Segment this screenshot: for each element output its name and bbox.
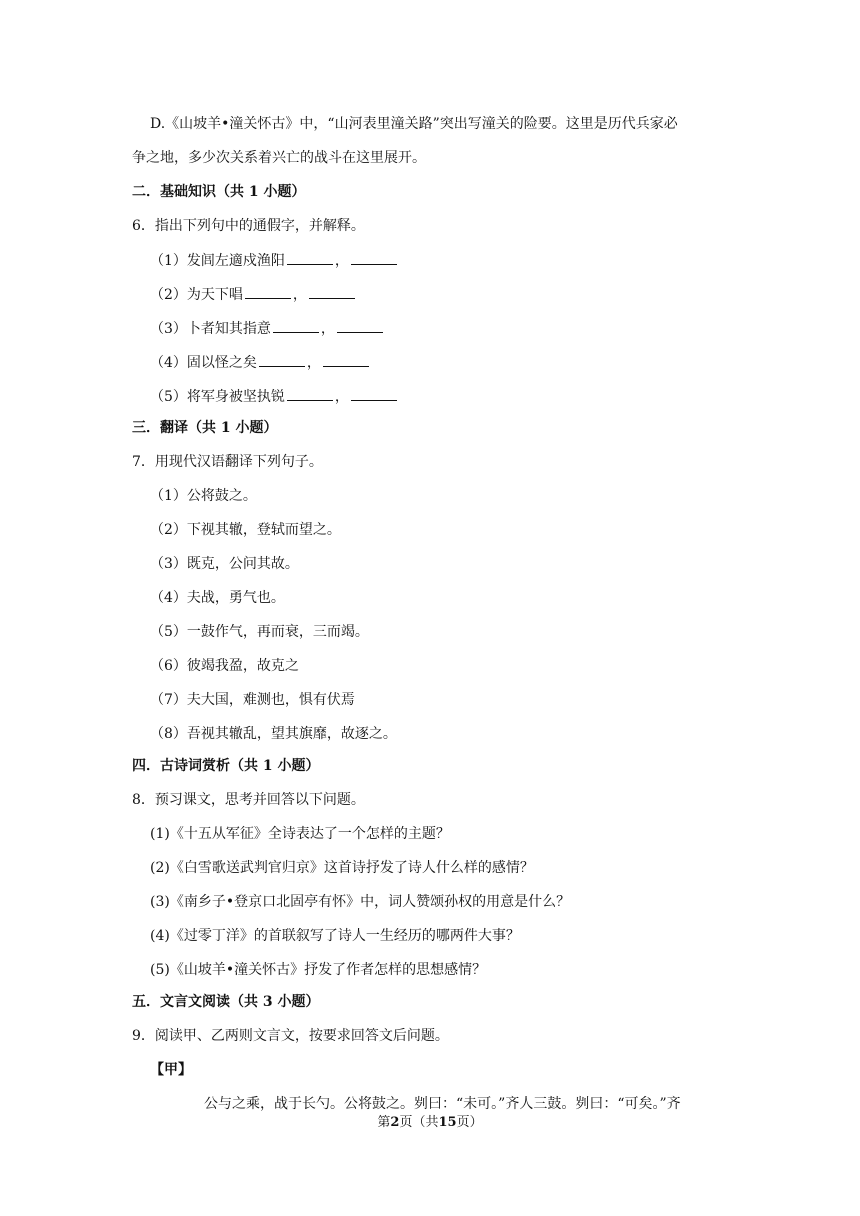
option-d-line1: D.《山坡羊•潼关怀古》中，“山河表里潼关路”突出写潼关的险要。这里是历代兵家必	[150, 116, 678, 132]
q8-item-4: (4)《过零丁洋》的首联叙写了诗人一生经历的哪两件大事？	[150, 928, 520, 944]
answer-blank[interactable]	[309, 284, 355, 299]
q6-item-2	[150, 284, 357, 305]
q7-item-8: （8）吾视其辙乱，望其旗靡，故逐之。	[150, 726, 397, 742]
answer-blank[interactable]	[337, 318, 383, 333]
option-d-line2: 争之地，多少次关系着兴亡的战斗在这里展开。	[132, 150, 426, 166]
section-5-heading: 五．文言文阅读（共 3 小题）	[132, 994, 320, 1010]
passage-a-text: 公与之乘，战于长勺。公将鼓之。刿曰：“未可。”齐人三鼓。刿曰：“可矣。”齐	[204, 1096, 681, 1112]
comma: ，	[292, 287, 307, 303]
answer-blank[interactable]	[351, 386, 397, 401]
footer-prefix: 第	[377, 1115, 391, 1130]
q6-item-text: （2）为天下唱	[150, 287, 243, 303]
q6-item-3	[150, 318, 385, 339]
page-number: 2	[390, 1115, 400, 1130]
q8-item-1: (1)《十五从军征》全诗表达了一个怎样的主题？	[150, 826, 450, 842]
q6-item-text: （1）发闾左適戍渔阳	[150, 253, 285, 269]
answer-blank[interactable]	[245, 284, 291, 299]
section-4-heading: 四．古诗词赏析（共 1 小题）	[132, 758, 320, 774]
answer-blank[interactable]	[323, 352, 369, 367]
q6-item-5	[150, 386, 399, 407]
q7-item-7: （7）夫大国，难测也，惧有伏焉	[150, 692, 355, 708]
q6-item-text: （5）将军身被坚执锐	[150, 389, 285, 405]
q7-item-1: （1）公将鼓之。	[150, 488, 257, 504]
question-7: 7．用现代汉语翻译下列句子。	[132, 454, 323, 470]
comma: ，	[320, 321, 335, 337]
comma: ，	[334, 253, 349, 269]
q7-item-6: （6）彼竭我盈，故克之	[150, 658, 299, 674]
passage-a-label: 【甲】	[150, 1062, 192, 1078]
answer-blank[interactable]	[287, 250, 333, 265]
footer-middle: 页（共	[399, 1115, 439, 1130]
question-6: 6．指出下列句中的通假字，并解释。	[132, 218, 365, 234]
footer-suffix: 页）	[456, 1115, 483, 1130]
q8-item-3: (3)《南乡子•登京口北固亭有怀》中，词人赞颂孙权的用意是什么？	[150, 894, 571, 910]
comma: ，	[306, 355, 321, 371]
question-8: 8．预习课文，思考并回答以下问题。	[132, 792, 365, 808]
section-2-heading: 二．基础知识（共 1 小题）	[132, 184, 306, 200]
page-footer	[0, 1114, 860, 1132]
q7-item-4: （4）夫战，勇气也。	[150, 590, 285, 606]
q6-item-1	[150, 250, 399, 271]
section-3-heading: 三．翻译（共 1 小题）	[132, 420, 278, 436]
q7-item-5: （5）一鼓作气，再而衰，三而竭。	[150, 624, 369, 640]
comma: ，	[334, 389, 349, 405]
q6-item-4	[150, 352, 371, 373]
total-pages: 15	[438, 1115, 457, 1130]
answer-blank[interactable]	[351, 250, 397, 265]
answer-blank[interactable]	[259, 352, 305, 367]
question-9: 9．阅读甲、乙两则文言文，按要求回答文后问题。	[132, 1028, 449, 1044]
answer-blank[interactable]	[287, 386, 333, 401]
q8-item-5: (5)《山坡羊•潼关怀古》抒发了作者怎样的思想感情？	[150, 962, 487, 978]
q8-item-2: (2)《白雪歌送武判官归京》这首诗抒发了诗人什么样的感情？	[150, 860, 534, 876]
q7-item-2: （2）下视其辙，登轼而望之。	[150, 522, 341, 538]
answer-blank[interactable]	[273, 318, 319, 333]
q6-item-text: （4）固以怪之矣	[150, 355, 257, 371]
q7-item-3: （3）既克，公问其故。	[150, 556, 299, 572]
q6-item-text: （3）卜者知其指意	[150, 321, 271, 337]
